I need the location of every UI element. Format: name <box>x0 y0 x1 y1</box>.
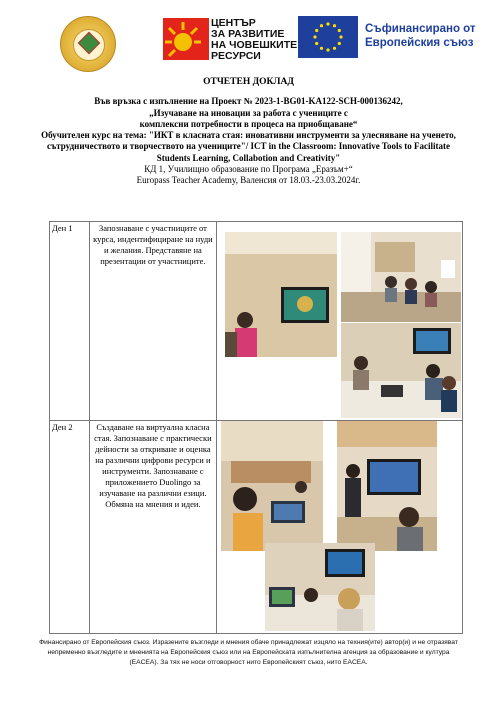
eu-text-line: Съфинансирано от <box>365 23 476 35</box>
center-logo-line: ЦЕНТЪР <box>211 17 256 29</box>
project-name-line-2: комплексни потребности в процеса на приобщаване“ <box>139 118 358 129</box>
day-description: Създаване на виртуална класна стая. Запознаване с практически дейности за откриване и оценка на различни цифрови ресурси и инструменти. Запознаване с приложението Duolingo за изучаване на различни езици. Обмяна на мнения и идеи. <box>90 421 217 634</box>
photo-presenter-screen <box>337 421 437 551</box>
photo-workshop <box>265 543 375 631</box>
photo-participants <box>341 323 461 418</box>
table-row <box>50 421 463 634</box>
school-emblem-logo <box>60 16 116 72</box>
course-topic: Обучителен курс на тема: "ИКТ в класната стая: иновативни инструменти за улесняване на ученето, сътрудничеството и творчеството на учениците"/ ICT in the Classroom: Innovative Tools to Facilitate Students Learning, Collabotion and Creativity" <box>41 130 456 163</box>
eu-disclaimer-footer: Финансирано от Европейския съюз. Изразените възгледи и мнения обаче принадлежат изцяло на техния(ите) автор(и) и не отразяват непременно възгледите и мненията на Европейския съюз или на Европейската изпълнителна агенция за образование и култура (EACEA). За тях не носи отговорност нито Европейският съюз, нито EACEA. <box>39 639 458 666</box>
day-photos <box>216 222 462 421</box>
report-title: ОТЧЕТЕН ДОКЛАД <box>203 77 294 87</box>
day-description: Запознаване с участниците от курса, индентифициране на нуди и желания. Представяне на презентации от участниците. <box>90 222 217 421</box>
center-logo-line: ЗА РАЗВИТИЕ <box>211 28 285 40</box>
photo-presentation <box>225 232 337 357</box>
table-row <box>50 222 463 421</box>
report-heading <box>40 77 457 187</box>
human-resources-center-logo <box>163 18 209 60</box>
academy-dates-line: Europass Teacher Academy, Валенсия от 18.03.-23.03.2024г. <box>136 175 361 186</box>
eu-text-line: Европейския съюз <box>365 37 474 49</box>
day-label: Ден 2 <box>50 421 90 634</box>
days-table <box>49 221 463 634</box>
center-logo-line: РЕСУРСИ <box>211 50 261 62</box>
day-photos <box>216 421 462 634</box>
center-logo-line: НА ЧОВЕШКИТЕ <box>211 39 298 51</box>
project-line: Във връзка с изпълнение на Проект № 2023-1-BG01-KA122-SCH-000136242, <box>94 96 403 107</box>
header <box>0 0 497 76</box>
program-line: КД 1, Училищно образование по Програма „Еразъм+“ <box>144 164 353 175</box>
eu-cofunded-text <box>365 22 476 50</box>
photo-group-room <box>341 232 461 322</box>
eu-flag-icon <box>298 16 358 58</box>
day-label: Ден 1 <box>50 222 90 421</box>
photo-laptops <box>221 421 323 551</box>
center-logo-text <box>211 18 297 62</box>
project-name-line-1: „Изучаване на иновации за работа с учениците с <box>149 107 348 118</box>
